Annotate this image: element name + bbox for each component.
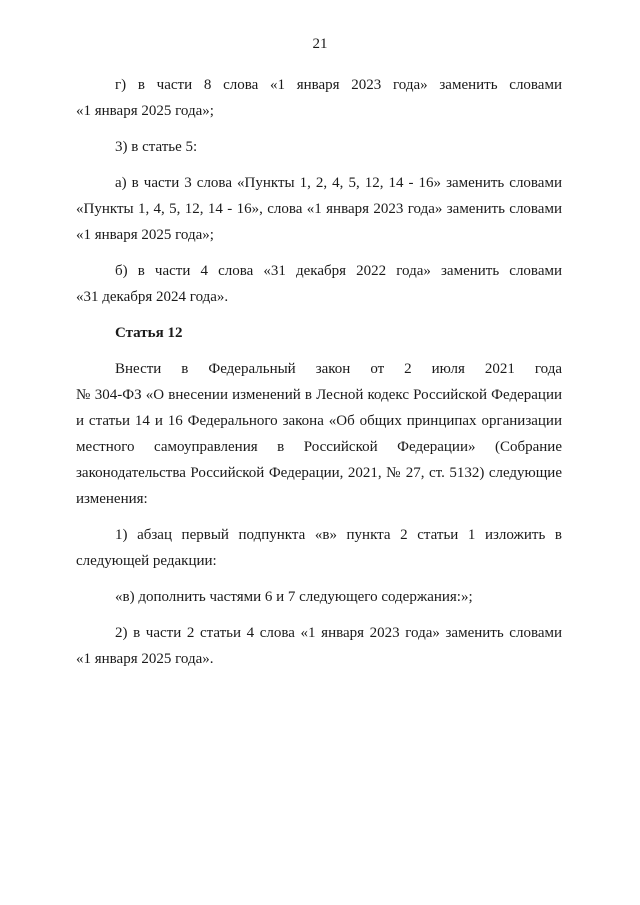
paragraph xyxy=(76,134,562,160)
text-line: Статья 12 xyxy=(115,325,183,341)
article-heading xyxy=(76,320,562,346)
text-line: «1 января 2025 года»; xyxy=(76,103,214,119)
text-line: «1 января 2025 года». xyxy=(76,651,214,667)
text-line: изменения: xyxy=(76,491,148,507)
document-body xyxy=(76,72,562,682)
text-line: «Пункты 1, 4, 5, 12, 14 - 16», слова «1 января 2023 года» заменить словами xyxy=(76,201,562,217)
text-line: «31 декабря 2024 года». xyxy=(76,289,229,305)
text-line: и статьи 14 и 16 Федерального закона «Об общих принципах организации xyxy=(76,413,562,429)
text-line: Внести в Федеральный закон от 2 июля 2021 года xyxy=(115,361,562,377)
text-line: а) в части 3 слова «Пункты 1, 2, 4, 5, 12, 14 - 16» заменить словами xyxy=(115,175,562,191)
paragraph xyxy=(76,258,562,310)
page-number: 21 xyxy=(312,36,328,52)
paragraph xyxy=(76,170,562,248)
text-line: г) в части 8 слова «1 января 2023 года» заменить словами xyxy=(115,77,562,93)
paragraph xyxy=(76,620,562,672)
text-line: № 304-ФЗ «О внесении изменений в Лесной кодекс Российской Федерации xyxy=(76,387,562,403)
text-line: «в) дополнить частями 6 и 7 следующего содержания:»; xyxy=(115,589,473,605)
text-line: законодательства Российской Федерации, 2021, № 27, ст. 5132) следующие xyxy=(76,465,562,481)
text-line: следующей редакции: xyxy=(76,553,217,569)
text-line: б) в части 4 слова «31 декабря 2022 года» заменить словами xyxy=(115,263,562,279)
text-line: 1) абзац первый подпункта «в» пункта 2 статьи 1 изложить в xyxy=(115,527,562,543)
text-line: «1 января 2025 года»; xyxy=(76,227,214,243)
text-line: 2) в части 2 статьи 4 слова «1 января 2023 года» заменить словами xyxy=(115,625,562,641)
text-line: 3) в статье 5: xyxy=(115,139,198,155)
paragraph xyxy=(76,584,562,610)
paragraph xyxy=(76,72,562,124)
paragraph xyxy=(76,356,562,512)
paragraph xyxy=(76,522,562,574)
text-line: местного самоуправления в Российской Федерации» (Собрание xyxy=(76,439,562,455)
